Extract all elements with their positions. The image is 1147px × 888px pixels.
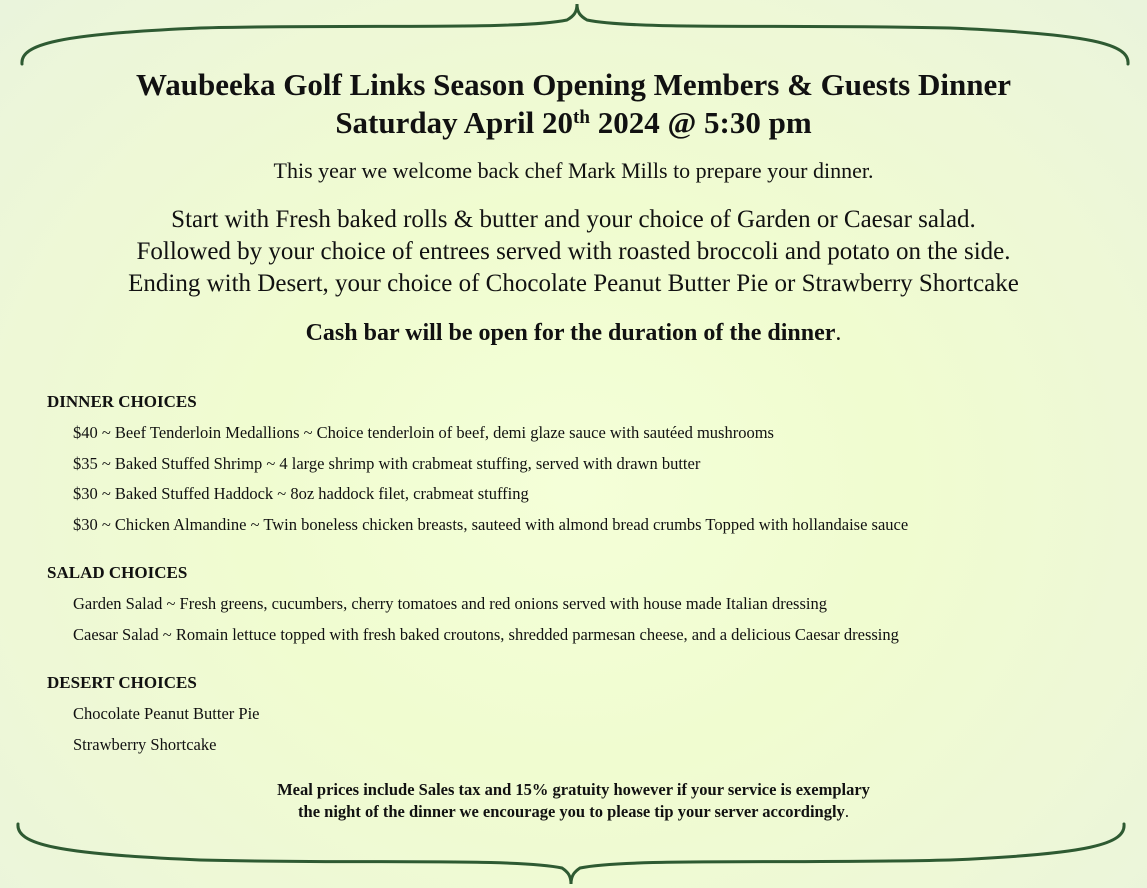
bottom-frame-curve [18,824,1124,884]
intro-text: This year we welcome back chef Mark Mills to prepare your dinner. [273,158,874,183]
desert-choices-section [47,673,260,765]
event-date-day: Saturday April 20 [335,105,574,140]
dinner-item-beef: $40 ~ Beef Tenderloin Medallions ~ Choice tenderloin of beef, demi glaze sauce with sautéed mushrooms [73,423,774,442]
salad-choices-heading: SALAD CHOICES [47,563,188,582]
pricing-note-line1: Meal prices include Sales tax and 15% gratuity however if your service is exemplary [277,780,870,799]
dinner-item-chicken: $30 ~ Chicken Almandine ~ Twin boneless chicken breasts, sauteed with almond bread crumbs Topped with hollandaise sauce [73,515,909,535]
desert-item-pie: Chocolate Peanut Butter Pie [73,704,260,723]
dinner-item-shrimp: $35 ~ Baked Stuffed Shrimp ~ 4 large shrimp with crabmeat stuffing, served with drawn butter [73,453,701,473]
cash-bar-note [0,320,1147,347]
event-title-line: Waubeeka Golf Links Season Opening Members & Guests Dinner [136,67,1011,102]
pricing-note-line2-text: the night of the dinner we encourage you to please tip your server accordingly [298,802,845,821]
top-frame-curve [22,4,1128,64]
event-title [0,66,1147,142]
desert-item-shortcake: Strawberry Shortcake [73,734,217,754]
desert-choices-heading: DESERT CHOICES [47,673,197,692]
event-date-ordinal: th [573,107,590,128]
dinner-choices-section [47,392,908,546]
dinner-item-haddock: $30 ~ Baked Stuffed Haddock ~ 8oz haddock filet, crabmeat stuffing [73,484,529,504]
pricing-note-period: . [844,802,849,821]
pricing-note [0,779,1147,823]
salad-choices-section [47,563,899,655]
pricing-note-line2 [0,801,1147,823]
cash-bar-period: . [835,320,842,346]
salad-item-caesar: Caesar Salad ~ Romain lettuce topped with fresh baked croutons, shredded parmesan cheese, and a delicious Caesar dressing [73,624,899,644]
course-description [0,204,1147,300]
course-line-starter: Start with Fresh baked rolls & butter and your choice of Garden or Caesar salad. [171,206,976,233]
salad-item-garden: Garden Salad ~ Fresh greens, cucumbers, cherry tomatoes and red onions served with house made Italian dressing [73,594,827,613]
course-line-entree: Followed by your choice of entrees served with roasted broccoli and potato on the side. [136,238,1011,265]
event-date-time: 2024 @ 5:30 pm [589,105,812,140]
course-line-desert: Ending with Desert, your choice of Chocolate Peanut Butter Pie or Strawberry Shortcake [128,270,1019,297]
dinner-choices-heading: DINNER CHOICES [47,392,197,411]
event-date [0,104,1147,142]
cash-bar-text: Cash bar will be open for the duration of the dinner [305,320,836,346]
